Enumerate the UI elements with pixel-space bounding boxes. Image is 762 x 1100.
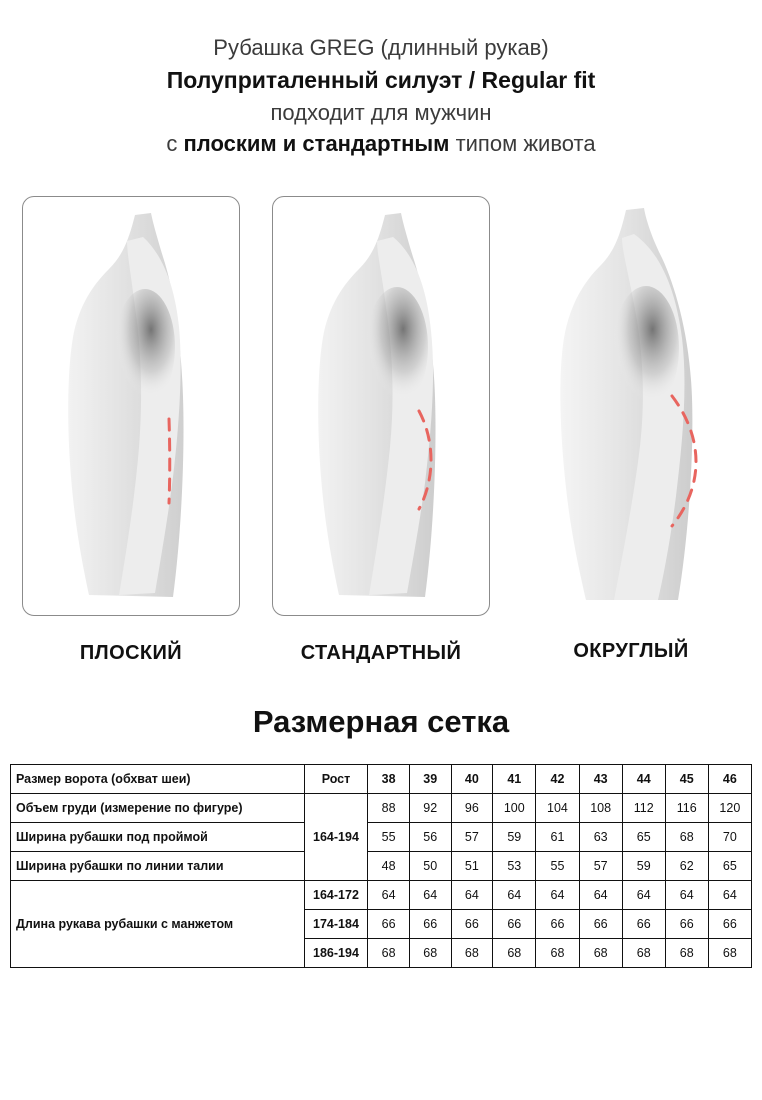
cell: 55 [536, 851, 579, 880]
figure-flat-box [22, 196, 240, 616]
row-label-neck: Размер ворота (обхват шеи) [11, 764, 305, 793]
size-header: 39 [409, 764, 451, 793]
cell: 65 [708, 851, 751, 880]
size-header: 42 [536, 764, 579, 793]
table-row [11, 822, 752, 851]
figure-round-box [522, 196, 738, 614]
cell: 88 [368, 793, 410, 822]
cell: 64 [451, 880, 493, 909]
figure-standard [272, 196, 490, 665]
cell: 116 [665, 793, 708, 822]
torso-flat-illustration [23, 197, 239, 615]
cell: 59 [493, 822, 536, 851]
belly-type-figures [0, 196, 762, 696]
cell: 56 [409, 822, 451, 851]
table-row [11, 793, 752, 822]
table-row [11, 880, 752, 909]
cell: 62 [665, 851, 708, 880]
cell: 68 [579, 938, 622, 967]
size-chart-title: Размерная сетка [252, 703, 510, 739]
belly-pre: с [166, 130, 184, 156]
cell: 100 [493, 793, 536, 822]
cell: 64 [579, 880, 622, 909]
cell: 64 [409, 880, 451, 909]
cell: 66 [579, 909, 622, 938]
table-row [11, 764, 752, 793]
cell: 63 [579, 822, 622, 851]
row-label-chest: Объем груди (измерение по фигуре) [11, 793, 305, 822]
cell: 68 [368, 938, 410, 967]
size-header: 40 [451, 764, 493, 793]
torso-round-illustration [522, 196, 738, 614]
cell: 96 [451, 793, 493, 822]
figure-flat-caption: ПЛОСКИЙ [79, 641, 183, 664]
col-header-height: Рост [304, 764, 368, 793]
size-header: 38 [368, 764, 410, 793]
figure-round [522, 196, 740, 663]
page-header [0, 0, 762, 158]
cell: 50 [409, 851, 451, 880]
cell: 66 [536, 909, 579, 938]
cell: 68 [536, 938, 579, 967]
height-range: 174-184 [304, 909, 368, 938]
cell: 57 [451, 822, 493, 851]
cell: 66 [622, 909, 665, 938]
cell: 70 [708, 822, 751, 851]
cell: 66 [708, 909, 751, 938]
row-label-sleeve-length: Длина рукава рубашки с манжетом [11, 880, 305, 967]
cell: 64 [493, 880, 536, 909]
cell: 61 [536, 822, 579, 851]
figure-standard-caption: СТАНДАРТНЫЙ [300, 641, 462, 664]
cell: 64 [665, 880, 708, 909]
cell: 68 [622, 938, 665, 967]
size-header: 46 [708, 764, 751, 793]
belly-bold: плоским и стандартным [183, 130, 450, 156]
cell: 108 [579, 793, 622, 822]
height-range-main: 164-194 [304, 793, 368, 880]
size-header: 43 [579, 764, 622, 793]
product-title: Рубашка GREG (длинный рукав) [213, 35, 549, 60]
cell: 68 [665, 938, 708, 967]
cell: 66 [368, 909, 410, 938]
figure-standard-box [272, 196, 490, 616]
figure-round-caption: ОКРУГЛЫЙ [573, 639, 689, 662]
height-range: 164-172 [304, 880, 368, 909]
figure-flat [22, 196, 240, 665]
cell: 66 [665, 909, 708, 938]
cell: 57 [579, 851, 622, 880]
size-header: 44 [622, 764, 665, 793]
cell: 68 [493, 938, 536, 967]
cell: 66 [451, 909, 493, 938]
torso-standard-illustration [273, 197, 489, 615]
cell: 112 [622, 793, 665, 822]
belly-post: типом живота [449, 130, 596, 156]
subtitle-belly-types [0, 130, 762, 158]
cell: 55 [368, 822, 410, 851]
cell: 51 [451, 851, 493, 880]
size-header: 41 [493, 764, 536, 793]
subtitle-audience: подходит для мужчин [270, 99, 492, 125]
cell: 104 [536, 793, 579, 822]
cell: 64 [708, 880, 751, 909]
cell: 65 [622, 822, 665, 851]
cell: 64 [368, 880, 410, 909]
table-row [11, 851, 752, 880]
size-header: 45 [665, 764, 708, 793]
cell: 68 [708, 938, 751, 967]
row-label-armhole-width: Ширина рубашки под проймой [11, 822, 305, 851]
fit-title: Полуприталенный силуэт / Regular fit [166, 67, 596, 94]
cell: 64 [536, 880, 579, 909]
cell: 68 [665, 822, 708, 851]
cell: 120 [708, 793, 751, 822]
cell: 68 [409, 938, 451, 967]
size-chart-table [10, 764, 752, 968]
height-range: 186-194 [304, 938, 368, 967]
cell: 59 [622, 851, 665, 880]
cell: 92 [409, 793, 451, 822]
cell: 53 [493, 851, 536, 880]
cell: 66 [409, 909, 451, 938]
row-label-waist-width: Ширина рубашки по линии талии [11, 851, 305, 880]
cell: 68 [451, 938, 493, 967]
cell: 48 [368, 851, 410, 880]
cell: 64 [622, 880, 665, 909]
cell: 66 [493, 909, 536, 938]
